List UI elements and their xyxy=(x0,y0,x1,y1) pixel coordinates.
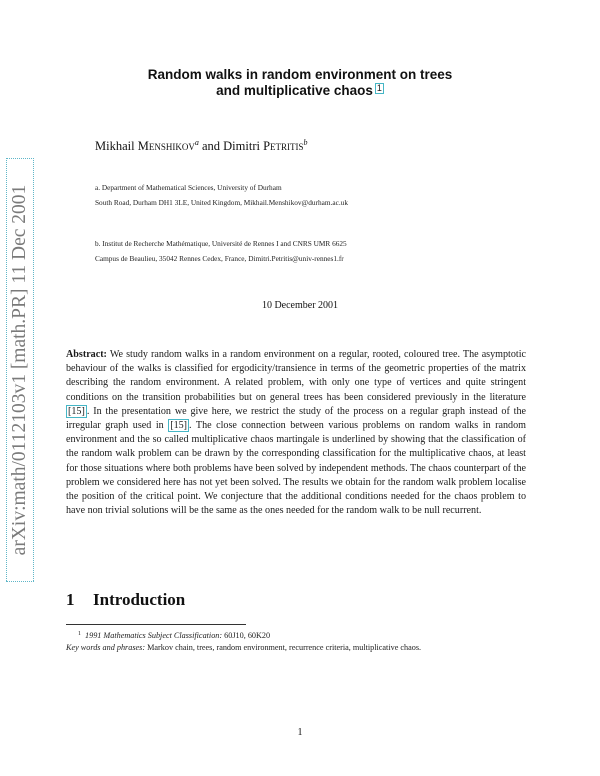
title-footnote-link[interactable]: 1 xyxy=(376,83,382,93)
citation-link-15[interactable]: [15] xyxy=(68,405,85,417)
abstract xyxy=(66,348,526,518)
arxiv-sidebar xyxy=(2,158,38,582)
keywords-value: Markov chain, trees, random environment, recurrence criteria, multiplicative chaos. xyxy=(145,643,422,652)
author1-affiliation-mark: a xyxy=(194,138,199,147)
page-number: 1 xyxy=(297,727,303,738)
paper-date: 10 December 2001 xyxy=(261,300,339,311)
footnote-marker: 1 xyxy=(78,631,81,637)
paper-title-line-2 xyxy=(0,83,600,98)
footnote-rule xyxy=(66,624,246,625)
msc-label: 1991 Mathematics Subject Classification: xyxy=(85,631,223,640)
paper-title-line-2-text: and multiplicative chaos xyxy=(216,83,373,98)
section-heading xyxy=(66,590,185,610)
section-number: 1 xyxy=(66,590,75,609)
author-list xyxy=(95,138,308,154)
abstract-text-3: . The close connection between various problems on random walks in random environment and the so called multiplicative chaos martingale is underlined by showing that the classification of the random walk problem can be drawn by the corresponding classification for the multiplicative chaos, at least for those situations where both problems have been solved by independent methods. The chaos counterpart of the problem we considered here has not yet been solved. The results we obtain for the random walk problem localise the position of the critical point. We conjecture that the additional conditions needed for the chaos problem to have non trivial solutions will be the same as the ones needed for the random walk to be null recurrent. xyxy=(66,420,526,517)
affiliation-a-line-2: South Road, Durham DH1 3LE, United Kingdom, Mikhail.Menshikov@durham.ac.uk xyxy=(95,198,348,207)
affiliation-a xyxy=(95,180,348,210)
affiliation-b-line-2: Campus de Beaulieu, 35042 Rennes Cedex, France, Dimitri.Petritis@univ-rennes1.fr xyxy=(95,254,344,263)
author2-affiliation-mark: b xyxy=(303,138,308,147)
keywords-label: Key words and phrases: xyxy=(66,643,146,652)
abstract-label: Abstract: xyxy=(66,349,107,360)
msc-value: 60J10, 60K20 xyxy=(222,631,271,640)
paper-title-line-1: Random walks in random environment on trees xyxy=(147,67,453,82)
citation-link-15-second[interactable]: [15] xyxy=(170,420,188,432)
author2-first-name: Dimitri xyxy=(223,139,260,153)
section-title: Introduction xyxy=(93,590,186,609)
affiliation-b-line-1: b. Institut de Recherche Mathématique, Université de Rennes I and CNRS UMR 6625 xyxy=(95,239,347,248)
author-conjunction: and xyxy=(201,139,221,153)
footnote xyxy=(66,628,526,654)
abstract-text-1: We study random walks in a random environment on a regular, rooted, coloured tree. The asymptotic behaviour of the walks is classified for ergodicity/transience in terms of the geometric properties of the matrix describing the random environment. A related problem, with only one type of vertices and quite stringent conditions on the transition probabilities but on general trees has been considered previously in the literature xyxy=(66,349,526,403)
affiliation-b xyxy=(95,236,347,266)
abstract-text-2: . In the presentation we give here, we restrict the study of the process on a regular graph instead of the irregular graph used in xyxy=(66,405,526,432)
author2-last-name: Petritis xyxy=(263,139,304,153)
arxiv-identifier[interactable]: arXiv:math/0112103v1 [math.PR] 11 Dec 2001 xyxy=(6,158,34,582)
affiliation-a-line-1: a. Department of Mathematical Sciences, University of Durham xyxy=(95,183,282,192)
author1-last-name: Menshikov xyxy=(137,139,195,153)
author1-first-name: Mikhail xyxy=(95,139,135,153)
